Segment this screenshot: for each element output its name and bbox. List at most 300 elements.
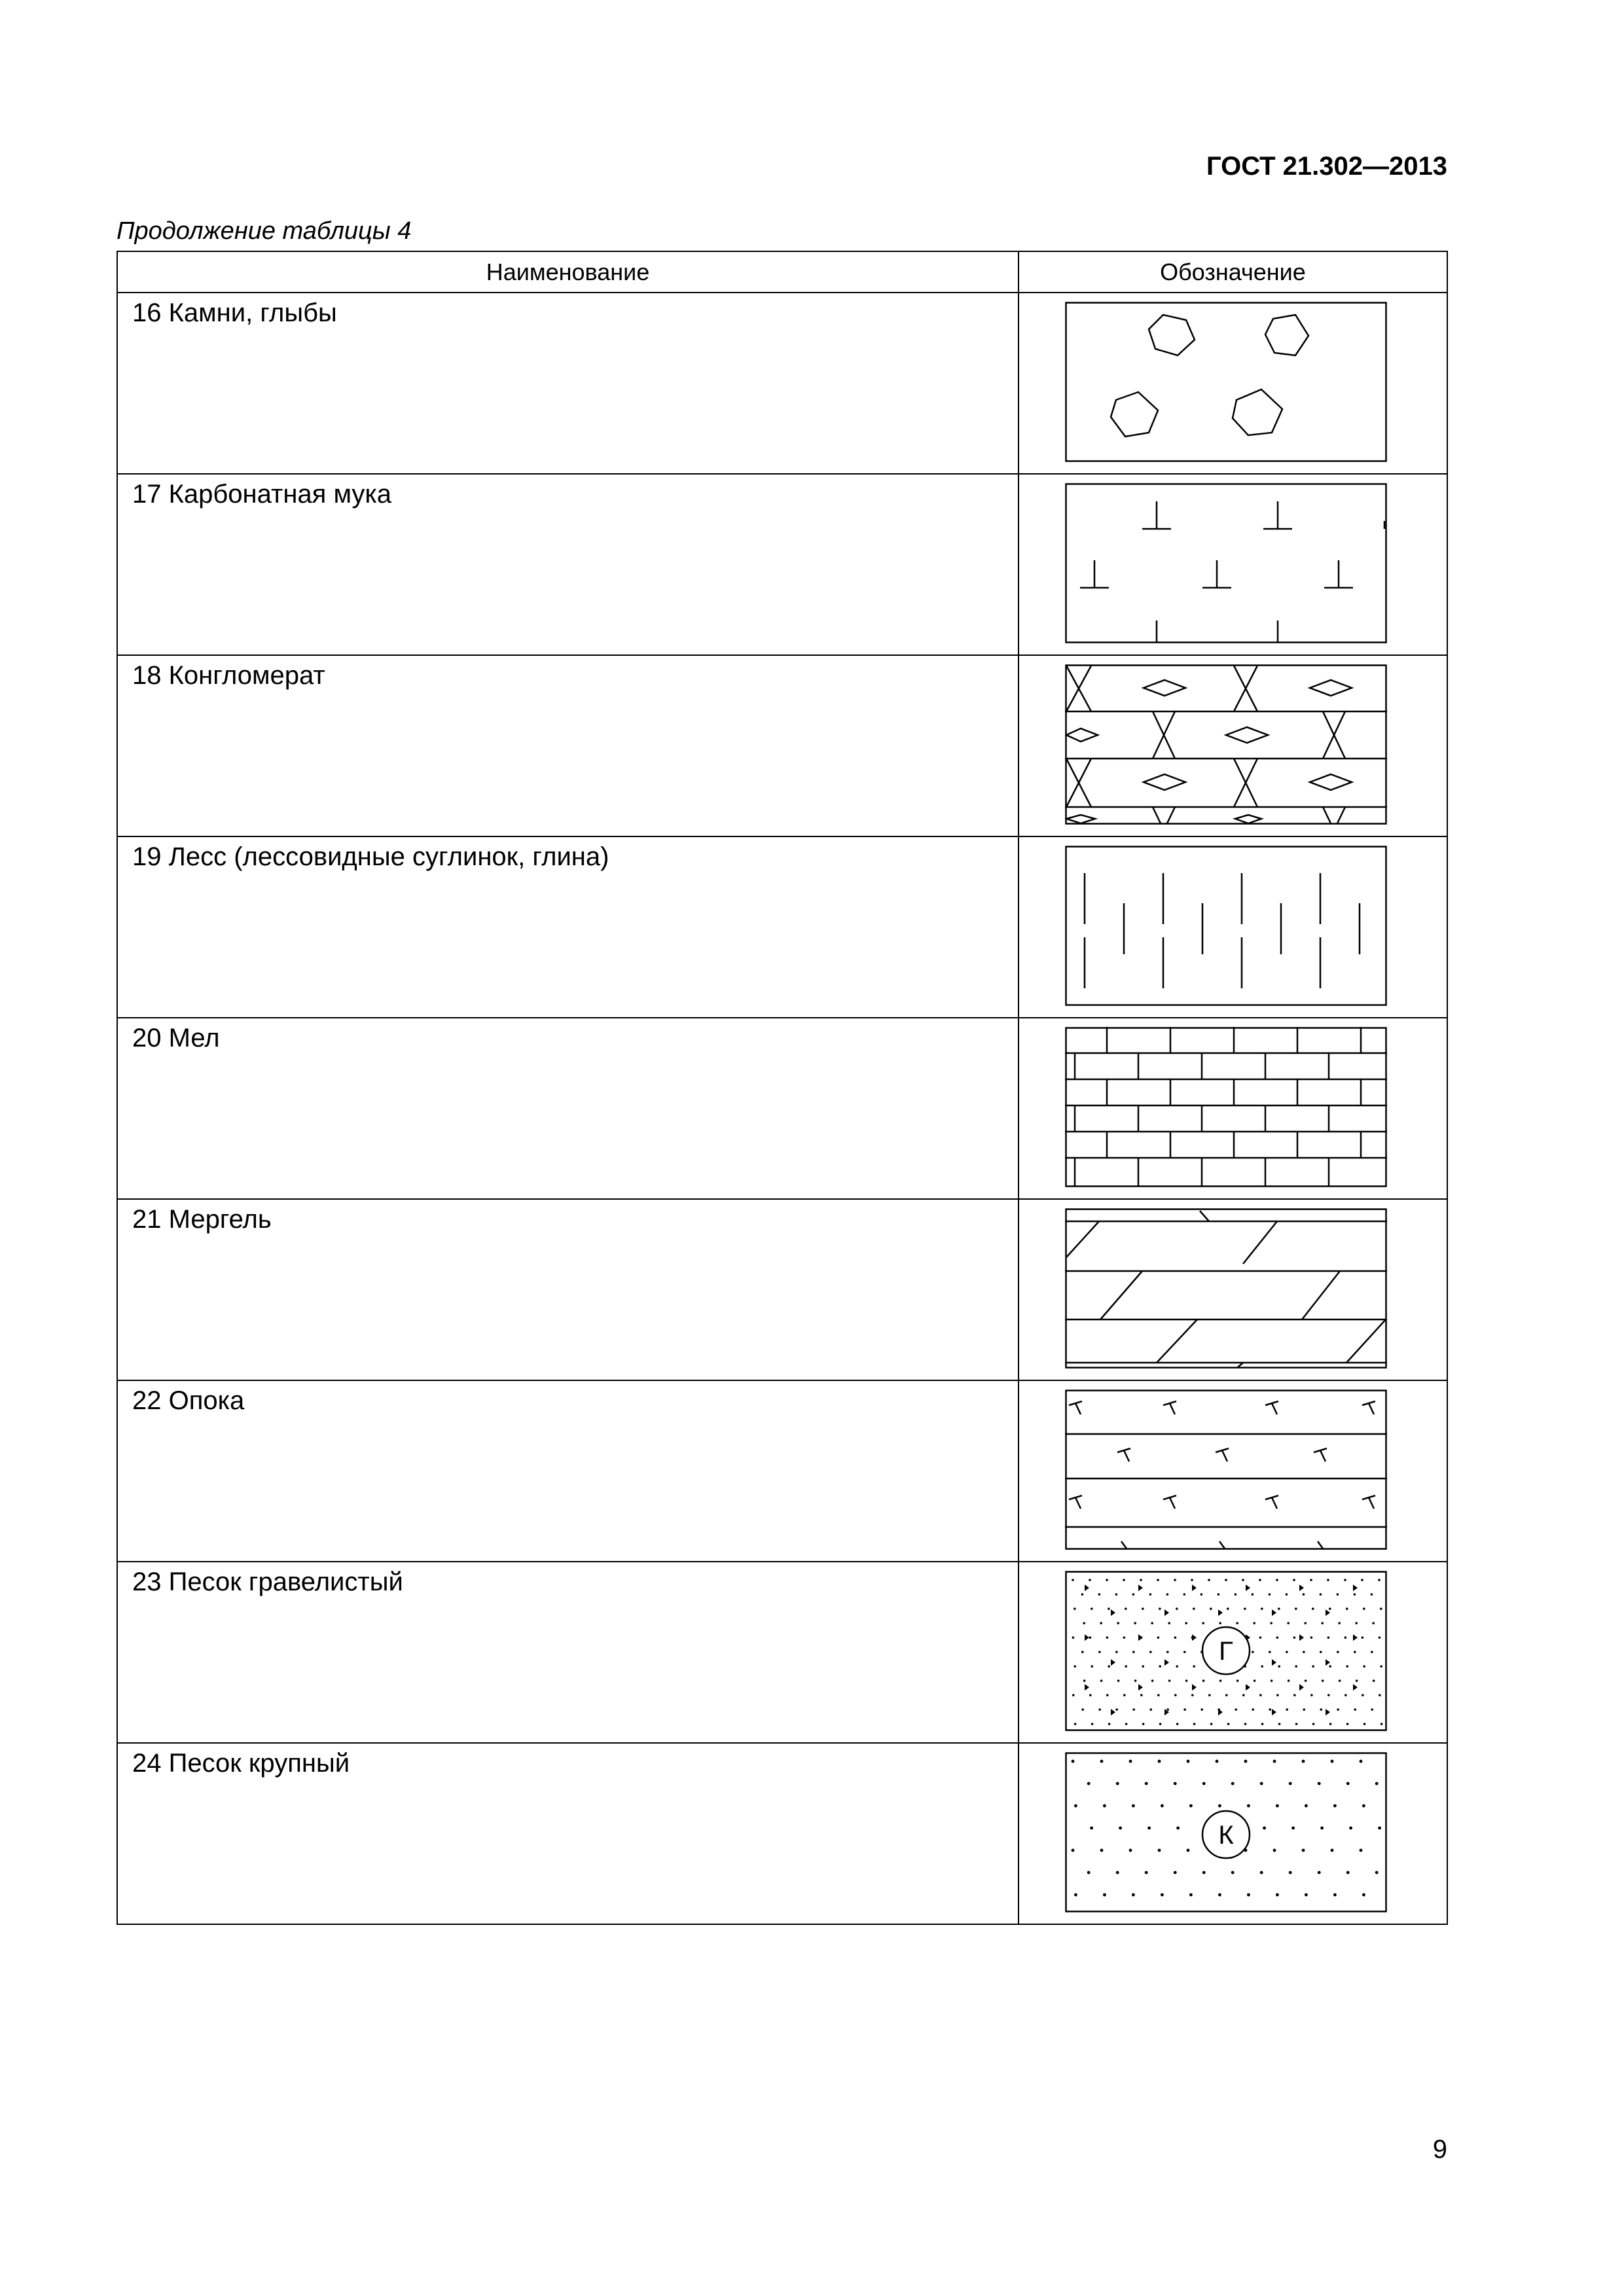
gravel-triangle	[1164, 1609, 1169, 1616]
sand-dot	[1098, 1708, 1101, 1711]
row-name: 21 Мергель	[117, 1199, 1019, 1380]
sand-dot	[1302, 1760, 1305, 1763]
row-name: 16 Камни, глыбы	[117, 293, 1019, 474]
sand-dot	[1362, 1893, 1365, 1897]
sand-dot	[1140, 1579, 1142, 1581]
gravel-triangle	[1299, 1585, 1304, 1591]
sand-dot	[1286, 1651, 1288, 1653]
sand-dot	[1210, 1723, 1213, 1725]
opoka-pattern	[1065, 1390, 1387, 1550]
sand-dot	[1337, 1708, 1339, 1711]
sand-dot	[1225, 1579, 1227, 1581]
document-code: ГОСТ 21.302—2013	[1206, 152, 1447, 181]
sand-dot	[1329, 1607, 1331, 1610]
sand-dot	[1344, 1636, 1347, 1639]
sand-dot	[1261, 1665, 1263, 1668]
sand-dot	[1252, 1651, 1254, 1653]
sand-dot	[1208, 1579, 1210, 1581]
sand-dot	[1318, 1782, 1321, 1785]
sand-dot	[1166, 1708, 1169, 1711]
sand-dot	[1320, 1827, 1324, 1830]
sand-dot	[1183, 1708, 1186, 1711]
sand-dot	[1218, 1893, 1221, 1897]
sand-dot	[1247, 1893, 1250, 1897]
sand-dot	[1157, 1579, 1159, 1581]
gravel-triangle	[1272, 1659, 1276, 1666]
sand-dot	[1158, 1849, 1161, 1852]
gravel-triangle	[1085, 1684, 1089, 1691]
column-header-name: Наименование	[117, 251, 1019, 293]
sand-dot	[1254, 1679, 1256, 1682]
row-name: 22 Опока	[117, 1380, 1019, 1562]
gravel-triangle	[1111, 1709, 1115, 1715]
sand-dot	[1302, 1849, 1305, 1852]
sand-dot	[1116, 1871, 1119, 1874]
sand-dot	[1193, 1607, 1195, 1610]
sand-dot	[1134, 1622, 1136, 1624]
sand-dot	[1259, 1636, 1262, 1639]
sand-dot	[1208, 1694, 1211, 1696]
sand-dot	[1074, 1804, 1077, 1808]
sand-dot	[1087, 1782, 1091, 1785]
sand-dot	[1100, 1622, 1102, 1624]
sand-dot	[1132, 1708, 1135, 1711]
row-symbol-cell	[1019, 1743, 1447, 1924]
sand-dot	[1346, 1607, 1348, 1610]
gravel-triangle	[1192, 1634, 1197, 1641]
row-symbol-cell	[1019, 1562, 1447, 1743]
column-header-symbol: Обозначение	[1019, 251, 1447, 293]
table-row	[117, 1380, 1447, 1562]
sand-dot	[1100, 1679, 1103, 1682]
symbol-letter: К	[1218, 1821, 1234, 1850]
sand-dot	[1187, 1849, 1190, 1852]
sand-dot	[1236, 1622, 1238, 1624]
sand-dot	[1236, 1679, 1239, 1682]
sand-dot	[1380, 1607, 1382, 1610]
sand-dot	[1235, 1708, 1237, 1711]
sand-dot	[1372, 1622, 1375, 1624]
sand-dot	[1242, 1694, 1245, 1696]
gravel-triangle	[1353, 1585, 1358, 1591]
sand-dot	[1072, 1636, 1075, 1639]
sand-dot	[1252, 1593, 1254, 1596]
sand-dot	[1119, 1827, 1122, 1830]
sand-dot	[1312, 1723, 1315, 1725]
sand-dot	[1333, 1804, 1337, 1808]
sand-dot	[1354, 1593, 1356, 1596]
sand-dot	[1379, 1636, 1381, 1639]
sand-dot	[1344, 1694, 1347, 1696]
sand-dot	[1231, 1782, 1235, 1785]
sand-dot	[1320, 1708, 1322, 1711]
sand-dot	[1303, 1708, 1305, 1711]
sand-dot	[1346, 1871, 1350, 1874]
gravel-triangle	[1218, 1709, 1223, 1715]
page-number: 9	[1432, 2135, 1447, 2164]
sand-dot	[1081, 1651, 1084, 1653]
sand-dot	[1117, 1622, 1119, 1624]
sand-dot	[1253, 1622, 1255, 1624]
sand-dot	[1227, 1607, 1229, 1610]
sand-dot	[1293, 1694, 1296, 1696]
sand-dot	[1291, 1827, 1295, 1830]
sand-dot	[1117, 1679, 1120, 1682]
table-caption: Продолжение таблицы 4	[117, 217, 412, 245]
sand-dot	[1072, 1694, 1075, 1696]
sand-dot	[1103, 1804, 1106, 1808]
sand-dot	[1356, 1679, 1358, 1682]
sand-dot	[1295, 1607, 1297, 1610]
sand-dot	[1276, 1579, 1278, 1581]
gravel-triangle	[1326, 1709, 1330, 1715]
sand-dot	[1108, 1607, 1110, 1610]
gravel-triangle	[1326, 1659, 1330, 1666]
carbonate-flour-pattern	[1065, 483, 1387, 643]
sand-dot	[1310, 1694, 1313, 1696]
sand-dot	[1349, 1827, 1352, 1830]
sand-dot	[1338, 1622, 1341, 1624]
sand-dot	[1176, 1665, 1178, 1668]
sand-dot	[1379, 1694, 1381, 1696]
sand-dot	[1081, 1593, 1084, 1596]
sand-dot	[1373, 1679, 1375, 1682]
sand-dot	[1108, 1665, 1110, 1668]
sand-dot	[1287, 1622, 1290, 1624]
sand-dot	[1174, 1636, 1177, 1639]
sand-dot	[1187, 1760, 1190, 1763]
sand-dot	[1378, 1827, 1381, 1830]
sand-dot	[1123, 1694, 1126, 1696]
sand-dot	[1312, 1607, 1314, 1610]
sand-dot	[1360, 1849, 1363, 1852]
gravel-triangle	[1353, 1684, 1358, 1691]
gravel-triangle	[1111, 1609, 1115, 1616]
sand-dot	[1380, 1665, 1382, 1668]
sand-dot	[1371, 1651, 1373, 1653]
sand-dot	[1303, 1651, 1305, 1653]
gravel-triangle	[1138, 1634, 1143, 1641]
gravel-triangle	[1085, 1585, 1089, 1591]
gravel-triangle	[1164, 1659, 1169, 1666]
sand-dot	[1346, 1665, 1348, 1668]
gravel-triangle	[1353, 1634, 1358, 1641]
sand-dot	[1329, 1665, 1331, 1668]
sand-dot	[1339, 1679, 1341, 1682]
sand-dot	[1157, 1636, 1160, 1639]
sand-dot	[1278, 1723, 1281, 1725]
sand-dot	[1293, 1579, 1295, 1581]
gravel-triangle	[1299, 1634, 1304, 1641]
sand-dot	[1159, 1665, 1161, 1668]
sand-dot	[1331, 1849, 1334, 1852]
table-row	[117, 655, 1447, 836]
sand-dot	[1321, 1622, 1324, 1624]
sand-dot	[1145, 1782, 1148, 1785]
sand-dot	[1072, 1579, 1074, 1581]
sand-dot	[1149, 1651, 1152, 1653]
row-name: 19 Лесс (лессовидные суглинок, глина)	[117, 836, 1019, 1018]
sand-dot	[1083, 1622, 1085, 1624]
sand-dot	[1380, 1723, 1383, 1725]
sand-dot	[1261, 1723, 1264, 1725]
sand-dot	[1074, 1665, 1076, 1668]
sand-dot	[1091, 1723, 1094, 1725]
sand-dot	[1193, 1665, 1195, 1668]
sand-dot	[1176, 1723, 1179, 1725]
sand-dot	[1142, 1723, 1145, 1725]
sand-dot	[1100, 1760, 1104, 1763]
row-symbol-cell	[1019, 293, 1447, 474]
sand-dot	[1161, 1893, 1164, 1897]
sand-dot	[1247, 1804, 1250, 1808]
sand-dot	[1100, 1849, 1104, 1852]
table-row	[117, 1562, 1447, 1743]
row-symbol-cell	[1019, 1199, 1447, 1380]
sand-dot	[1072, 1849, 1075, 1852]
sand-dot	[1276, 1636, 1279, 1639]
sand-dot	[1371, 1593, 1373, 1596]
table-row	[117, 1199, 1447, 1380]
table-row	[117, 836, 1447, 1018]
sand-dot	[1289, 1782, 1292, 1785]
sand-dot	[1354, 1651, 1356, 1653]
sand-dot	[1140, 1694, 1143, 1696]
sand-dot	[1174, 1694, 1177, 1696]
coarse-sand-pattern	[1065, 1752, 1387, 1912]
sand-dot	[1132, 1651, 1135, 1653]
sand-dot	[1218, 1804, 1221, 1808]
sand-dot	[1235, 1593, 1237, 1596]
sand-dot	[1304, 1622, 1307, 1624]
chalk-pattern	[1065, 1027, 1387, 1187]
stones-pattern	[1065, 302, 1387, 462]
sand-dot	[1202, 1679, 1205, 1682]
sand-dot	[1142, 1665, 1144, 1668]
sand-dot	[1089, 1579, 1091, 1581]
sand-dot	[1132, 1893, 1135, 1897]
sand-dot	[1166, 1651, 1169, 1653]
sand-dot	[1303, 1593, 1305, 1596]
sand-dot	[1269, 1651, 1271, 1653]
sand-dot	[1072, 1760, 1075, 1763]
sand-dot	[1091, 1665, 1093, 1668]
sand-dot	[1363, 1607, 1365, 1610]
sand-dot	[1327, 1636, 1330, 1639]
sand-dot	[1115, 1651, 1118, 1653]
sand-dot	[1210, 1607, 1212, 1610]
sand-dot	[1151, 1622, 1153, 1624]
sand-dot	[1200, 1593, 1203, 1596]
sand-dot	[1312, 1665, 1314, 1668]
row-name: 23 Песок гравелистый	[117, 1562, 1019, 1743]
sand-dot	[1276, 1804, 1279, 1808]
sand-dot	[1355, 1622, 1358, 1624]
sand-dot	[1202, 1622, 1204, 1624]
sand-dot	[1125, 1665, 1127, 1668]
sand-dot	[1289, 1871, 1292, 1874]
row-symbol-cell	[1019, 474, 1447, 655]
sand-dot	[1129, 1849, 1132, 1852]
sand-dot	[1115, 1593, 1118, 1596]
gravel-triangle	[1272, 1709, 1276, 1715]
row-name: 17 Карбонатная мука	[117, 474, 1019, 655]
legend-table	[117, 251, 1448, 1925]
sand-dot	[1074, 1893, 1077, 1897]
sand-dot	[1288, 1679, 1290, 1682]
sand-dot	[1286, 1708, 1288, 1711]
sand-dot	[1278, 1665, 1280, 1668]
sand-dot	[1244, 1607, 1246, 1610]
sand-dot	[1091, 1607, 1093, 1610]
sand-dot	[1320, 1593, 1322, 1596]
sand-dot	[1074, 1607, 1076, 1610]
sand-dot	[1106, 1579, 1108, 1581]
sand-dot	[1183, 1593, 1186, 1596]
sand-dot	[1227, 1723, 1230, 1725]
sand-dot	[1081, 1708, 1084, 1711]
gravel-triangle	[1218, 1609, 1223, 1616]
sand-dot	[1174, 1579, 1176, 1581]
sand-dot	[1263, 1827, 1266, 1830]
sand-dot	[1269, 1593, 1271, 1596]
gravel-triangle	[1111, 1659, 1115, 1666]
sand-dot	[1362, 1804, 1365, 1808]
sand-dot	[1176, 1827, 1180, 1830]
sand-dot	[1244, 1760, 1248, 1763]
gravel-triangle	[1138, 1684, 1143, 1691]
gravel-triangle	[1138, 1585, 1143, 1591]
sand-dot	[1202, 1782, 1206, 1785]
sand-dot	[1191, 1579, 1193, 1581]
sand-dot	[1242, 1579, 1244, 1581]
sand-dot	[1193, 1723, 1196, 1725]
sand-dot	[1149, 1593, 1152, 1596]
sand-dot	[1185, 1679, 1188, 1682]
gravel-triangle	[1192, 1585, 1197, 1591]
symbol-letter: Г	[1219, 1637, 1233, 1666]
sand-dot	[1320, 1651, 1322, 1653]
sand-dot	[1189, 1893, 1193, 1897]
row-name: 24 Песок крупный	[117, 1743, 1019, 1924]
sand-dot	[1142, 1607, 1144, 1610]
sand-dot	[1270, 1622, 1272, 1624]
table-row	[117, 474, 1447, 655]
sand-dot	[1286, 1593, 1288, 1596]
sand-dot	[1103, 1893, 1106, 1897]
sand-dot	[1149, 1708, 1152, 1711]
marl-pattern	[1065, 1208, 1387, 1369]
sand-dot	[1115, 1708, 1118, 1711]
sand-dot	[1322, 1679, 1324, 1682]
sand-dot	[1147, 1827, 1151, 1830]
sand-dot	[1378, 1579, 1380, 1581]
sand-dot	[1123, 1579, 1125, 1581]
sand-dot	[1168, 1679, 1171, 1682]
row-symbol-cell	[1019, 836, 1447, 1018]
sand-dot	[1216, 1760, 1219, 1763]
sand-dot	[1174, 1871, 1177, 1874]
sand-dot	[1273, 1849, 1276, 1852]
sand-dot	[1185, 1622, 1187, 1624]
sand-dot	[1375, 1782, 1379, 1785]
sand-dot	[1333, 1893, 1337, 1897]
sand-dot	[1132, 1593, 1135, 1596]
sand-dot	[1346, 1723, 1349, 1725]
sand-dot	[1087, 1871, 1091, 1874]
sand-dot	[1098, 1593, 1101, 1596]
sand-dot	[1157, 1694, 1160, 1696]
sand-dot	[1123, 1636, 1126, 1639]
sand-dot	[1344, 1579, 1346, 1581]
sand-dot	[1337, 1651, 1339, 1653]
gravel-triangle	[1272, 1609, 1276, 1616]
sand-dot	[1269, 1708, 1271, 1711]
sand-dot	[1159, 1607, 1161, 1610]
sand-dot	[1327, 1694, 1330, 1696]
sand-dot	[1132, 1804, 1135, 1808]
sand-dot	[1159, 1723, 1162, 1725]
sand-dot	[1310, 1579, 1312, 1581]
gravel-triangle	[1246, 1684, 1250, 1691]
sand-dot	[1191, 1694, 1194, 1696]
sand-dot	[1189, 1804, 1193, 1808]
gravel-triangle	[1192, 1684, 1197, 1691]
sand-dot	[1219, 1679, 1222, 1682]
table-row	[117, 293, 1447, 474]
gravel-triangle	[1326, 1609, 1330, 1616]
sand-dot	[1125, 1607, 1127, 1610]
gravel-triangle	[1085, 1634, 1089, 1641]
sand-dot	[1089, 1636, 1092, 1639]
sand-dot	[1158, 1760, 1161, 1763]
sand-dot	[1098, 1651, 1101, 1653]
sand-dot	[1259, 1579, 1261, 1581]
sand-dot	[1360, 1760, 1363, 1763]
sand-dot	[1074, 1723, 1077, 1725]
sand-dot	[1363, 1723, 1366, 1725]
sand-dot	[1225, 1694, 1228, 1696]
sand-dot	[1354, 1708, 1356, 1711]
sand-dot	[1273, 1760, 1276, 1763]
row-symbol-cell	[1019, 1018, 1447, 1199]
sand-dot	[1145, 1871, 1148, 1874]
sand-dot	[1276, 1694, 1279, 1696]
sand-dot	[1346, 1782, 1350, 1785]
row-symbol-cell	[1019, 655, 1447, 836]
row-name: 18 Конгломерат	[117, 655, 1019, 836]
sand-dot	[1168, 1622, 1170, 1624]
sand-dot	[1151, 1679, 1154, 1682]
sand-dot	[1362, 1636, 1364, 1639]
sand-dot	[1305, 1679, 1307, 1682]
sand-dot	[1375, 1871, 1379, 1874]
sand-dot	[1108, 1723, 1111, 1725]
sand-dot	[1278, 1607, 1280, 1610]
gravel-triangle	[1246, 1585, 1250, 1591]
sand-dot	[1362, 1694, 1364, 1696]
sand-dot	[1134, 1679, 1137, 1682]
sand-dot	[1361, 1579, 1363, 1581]
sand-dot	[1161, 1804, 1164, 1808]
sand-dot	[1295, 1665, 1297, 1668]
sand-dot	[1337, 1593, 1339, 1596]
sand-dot	[1331, 1760, 1334, 1763]
sand-dot	[1271, 1679, 1273, 1682]
sand-dot	[1116, 1782, 1119, 1785]
sand-dot	[1219, 1622, 1221, 1624]
sand-dot	[1310, 1636, 1313, 1639]
